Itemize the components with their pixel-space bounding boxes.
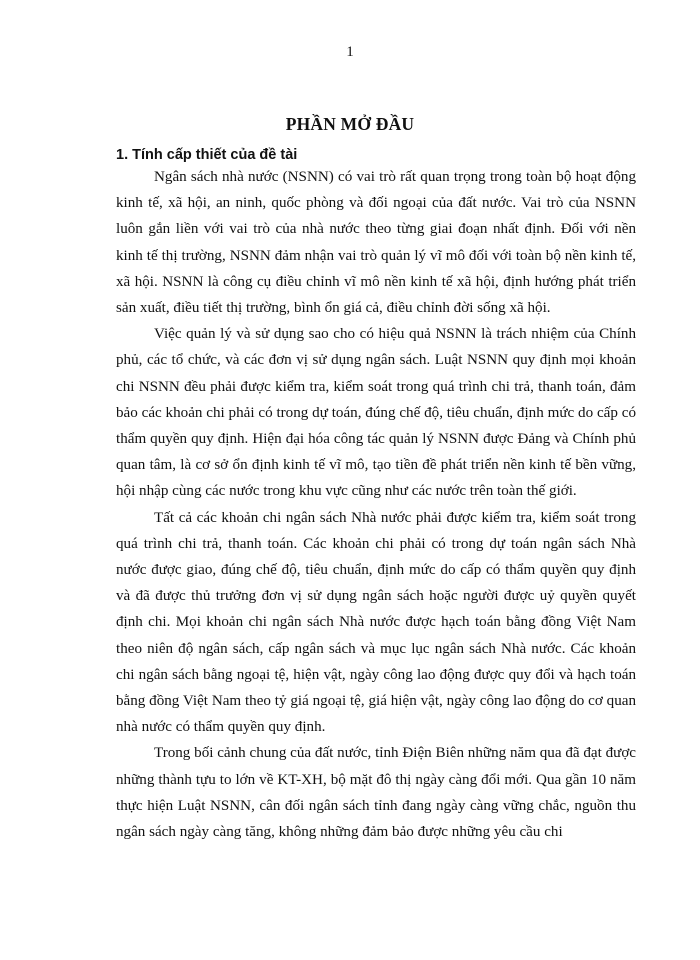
page-number: 1 <box>346 44 354 60</box>
body-text <box>116 164 636 845</box>
section-heading: 1. Tính cấp thiết của đề tài <box>116 147 298 163</box>
paragraph-4: Trong bối cảnh chung của đất nước, tỉnh Điện Biên những năm qua đã đạt được những thành tựu to lớn về KT-XH, bộ mặt đô thị ngày càng đổi mới. Qua gần 10 năm thực hiện Luật NSNN, cân đối ngân sách tỉnh đang ngày càng vững chắc, nguồn thu ngân sách ngày càng tăng, không những đảm bảo được những yêu cầu chi <box>116 745 636 841</box>
page-title: PHẦN MỞ ĐẦU <box>285 114 415 134</box>
paragraph-2: Việc quản lý và sử dụng sao cho có hiệu quả NSNN là trách nhiệm của Chính phủ, các tổ chức, và các đơn vị sử dụng ngân sách. Luật NSNN quy định mọi khoản chi NSNN đều phải được kiểm tra, kiểm soát trong quá trình chi trả, thanh toán, đảm bảo các khoản chi phải có trong dự toán, đúng chế độ, tiêu chuẩn, định mức do cấp có thẩm quyền quy định. Hiện đại hóa công tác quản lý NSNN được Đảng và Chính phủ quan tâm, là cơ sở ổn định kinh tế vĩ mô, tạo tiền đề phát triển nền kinh tế bền vững, hội nhập cùng các nước trong khu vực cũng như các nước trên toàn thế giới. <box>116 326 636 500</box>
paragraph-3: Tất cả các khoản chi ngân sách Nhà nước phải được kiểm tra, kiểm soát trong quá trình chi trả, thanh toán. Các khoản chi phải có trong dự toán ngân sách Nhà nước được giao, đúng chế độ, tiêu chuẩn, định mức do cấp có thẩm quyền quy định và đã được thủ trưởng đơn vị sử dụng ngân sách hoặc người được uỷ quyền quyết định chi. Mọi khoản chi ngân sách Nhà nước được hạch toán bằng đồng Việt Nam theo niên độ ngân sách, cấp ngân sách và mục lục ngân sách Nhà nước. Các khoản chi ngân sách bằng ngoại tệ, hiện vật, ngày công lao động được quy đổi và hạch toán bằng đồng Việt Nam theo tỷ giá ngoại tệ, giá hiện vật, ngày công lao động do cơ quan nhà nước có thẩm quyền quy định. <box>116 509 636 736</box>
paragraph-1: Ngân sách nhà nước (NSNN) có vai trò rất quan trọng trong toàn bộ hoạt động kinh tế, xã hội, an ninh, quốc phòng và đối ngoại của đất nước. Vai trò của NSNN luôn gắn liền với vai trò của nhà nước theo từng giai đoạn nhất định. Đối với nền kinh tế thị trường, NSNN đảm nhận vai trò quản lý vĩ mô đối với toàn bộ nền kinh tế, xã hội. NSNN là công cụ điều chỉnh vĩ mô nền kinh tế xã hội, định hướng phát triển sản xuất, điều tiết thị trường, bình ổn giá cả, điều chỉnh đời sống xã hội. <box>116 169 636 317</box>
